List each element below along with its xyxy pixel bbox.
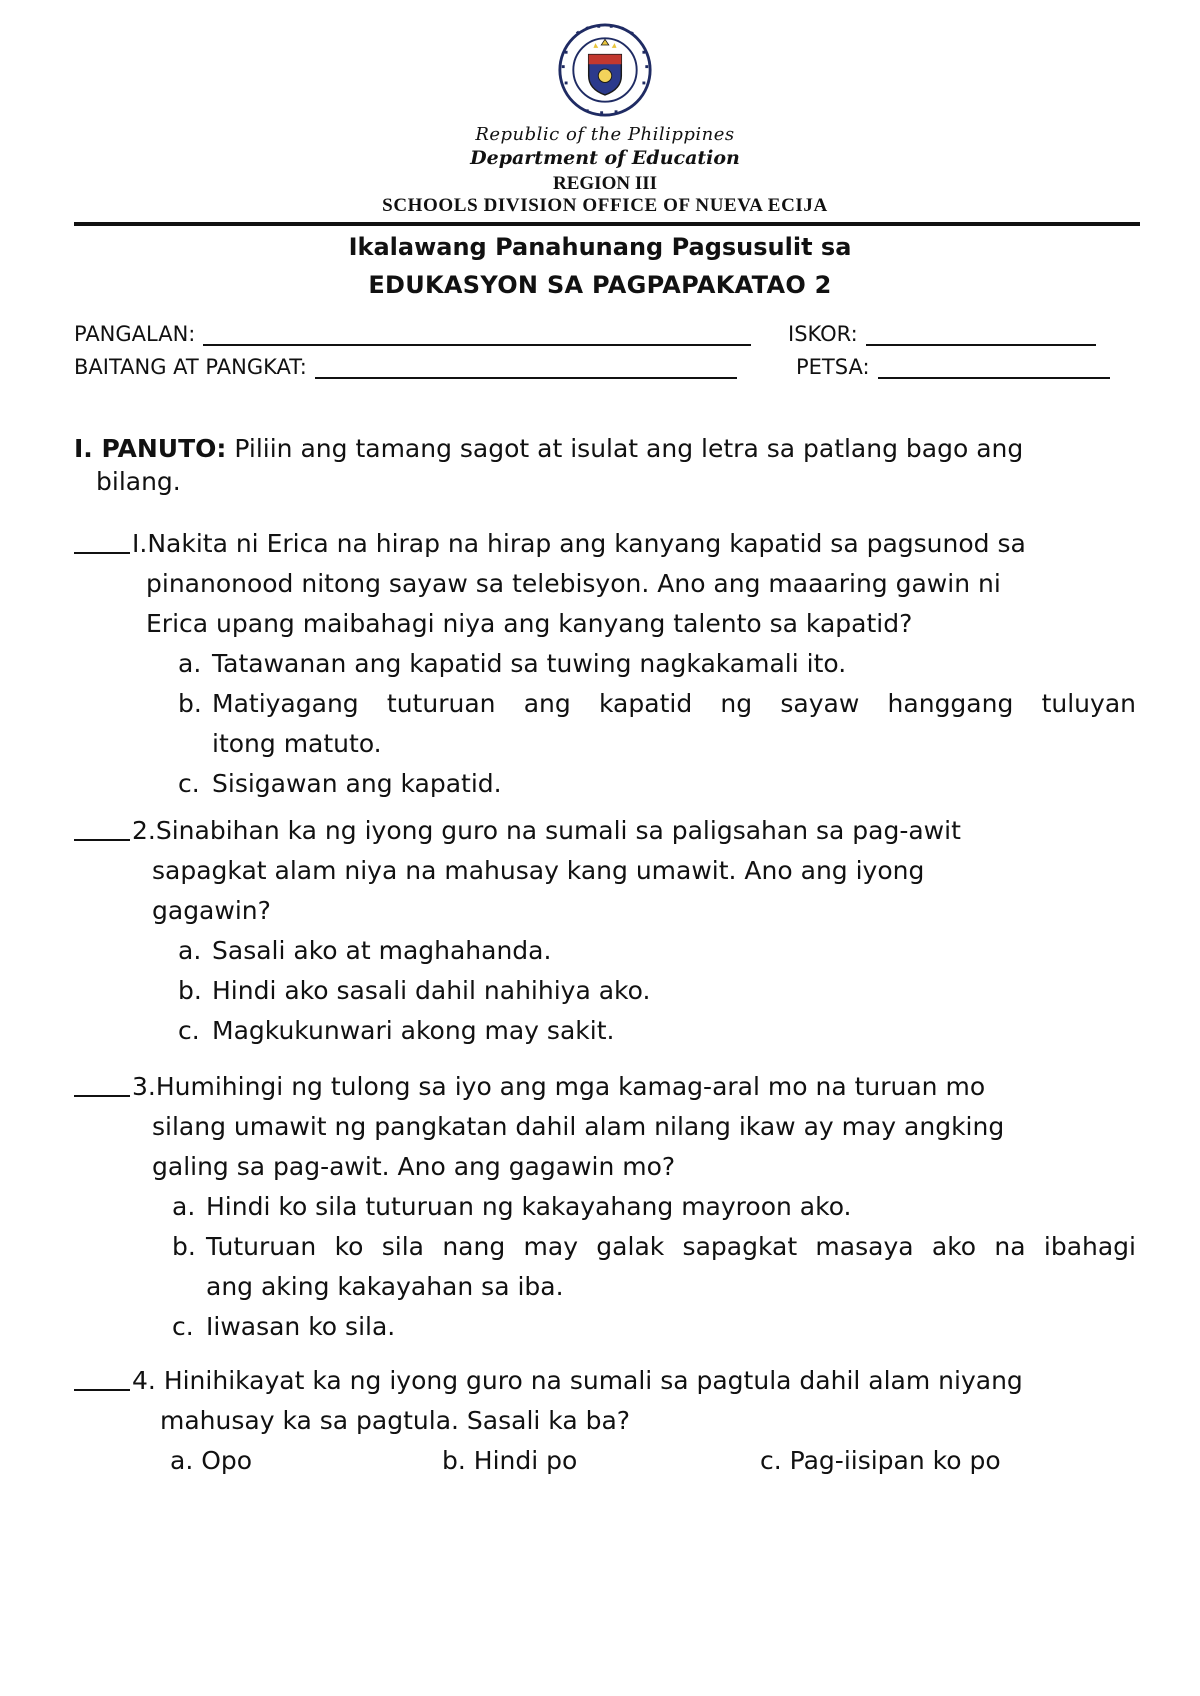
choice-text: ang aking kakayahan sa iba. (206, 1272, 564, 1301)
choice-text: Sasali ako at maghahanda. (212, 936, 552, 965)
answer-blank-2[interactable] (74, 811, 130, 841)
instructions (74, 429, 1023, 469)
choice-letter: a. (172, 1192, 196, 1221)
exam-subject: EDUKASYON SA PAGPAPAKATAO 2 (368, 271, 832, 299)
question-text: gagawin? (152, 896, 271, 925)
choice-text: Pag-iisipan ko po (789, 1446, 1001, 1475)
question-number: I. (132, 529, 148, 558)
question-text: Nakita ni Erica na hirap na hirap ang kanyang kapatid sa pagsunod sa (147, 529, 1026, 558)
header-division: SCHOOLS DIVISION OFFICE OF NUEVA ECIJA (382, 195, 828, 216)
choice-text: Magkukunwari akong may sakit. (212, 1016, 615, 1045)
question-text: galing sa pag-awit. Ano ang gagawin mo? (152, 1152, 676, 1181)
choice-letter: a. (170, 1446, 194, 1475)
date-field (796, 355, 1110, 379)
grade-section-label: BAITANG AT PANGKAT: (74, 355, 307, 379)
choice-text: Matiyagang tuturuan ang kapatid ng sayaw hanggang tuluyan (212, 689, 1136, 718)
choice-letter: a. (178, 649, 202, 678)
choice-a (170, 1441, 252, 1481)
grade-section-blank[interactable] (315, 357, 737, 379)
question-text: Humihingi ng tulong sa iyo ang mga kamag-aral mo na turuan mo (155, 1072, 986, 1101)
question-number: 2. (132, 816, 156, 845)
choice-text: Hindi ako sasali dahil nahihiya ako. (212, 976, 651, 1005)
question-text: mahusay ka sa pagtula. Sasali ka ba? (160, 1406, 631, 1435)
header-department: Department of Education (470, 147, 740, 169)
choice-letter: c. (178, 769, 200, 798)
choice-letter: c. (172, 1312, 194, 1341)
date-blank[interactable] (878, 357, 1110, 379)
score-field (788, 322, 1096, 346)
score-blank[interactable] (866, 324, 1096, 346)
answer-blank-3[interactable] (74, 1067, 130, 1097)
score-label: ISKOR: (788, 322, 858, 346)
question-text: sapagkat alam niya na mahusay kang umawit. Ano ang iyong (152, 856, 925, 885)
choice-text: Hindi ko sila tuturuan ng kakayahang mayroon ako. (206, 1192, 852, 1221)
choice-text: Tuturuan ko sila nang may galak sapagkat masaya ako na ibahagi (206, 1232, 1136, 1261)
instructions-text-cont: bilang. (96, 467, 181, 496)
choice-c (760, 1441, 1001, 1481)
name-field (74, 322, 751, 346)
choice-letter: b. (442, 1446, 466, 1475)
choice-text: Tatawanan ang kapatid sa tuwing nagkakamali ito. (212, 649, 847, 678)
question-text: Hinihikayat ka ng iyong guro na sumali sa pagtula dahil alam niyang (163, 1366, 1023, 1395)
choice-text: itong matuto. (212, 729, 382, 758)
name-label: PANGALAN: (74, 322, 196, 346)
question-text: Sinabihan ka ng iyong guro na sumali sa paligsahan sa pag-awit (155, 816, 961, 845)
question-1 (74, 524, 1026, 564)
choice-text: Hindi po (473, 1446, 578, 1475)
question-2 (74, 811, 961, 851)
choice-letter: b. (178, 689, 202, 718)
name-blank[interactable] (203, 324, 751, 346)
choice-text: Opo (201, 1446, 253, 1475)
instructions-label: I. PANUTO: (74, 434, 227, 463)
question-text: pinanonood nitong sayaw sa telebisyon. Ano ang maaaring gawin ni (146, 569, 1001, 598)
answer-blank-4[interactable] (74, 1361, 130, 1391)
question-3 (74, 1067, 985, 1107)
choice-letter: c. (760, 1446, 782, 1475)
exam-title: Ikalawang Panahunang Pagsusulit sa (348, 233, 852, 261)
header-divider (74, 222, 1140, 226)
choice-letter: a. (178, 936, 202, 965)
grade-section-field (74, 355, 737, 379)
choice-letter: c. (178, 1016, 200, 1045)
header-republic: Republic of the Philippines (475, 124, 735, 145)
choice-letter: b. (172, 1232, 196, 1261)
question-text: Erica upang maibahagi niya ang kanyang talento sa kapatid? (146, 609, 913, 638)
question-4 (74, 1361, 1023, 1401)
choice-text: Iiwasan ko sila. (206, 1312, 396, 1341)
question-text: silang umawit ng pangkatan dahil alam nilang ikaw ay may angking (152, 1112, 1005, 1141)
deped-seal-logo (557, 22, 653, 118)
date-label: PETSA: (796, 355, 870, 379)
header-region: REGION III (553, 173, 657, 194)
question-number: 3. (132, 1072, 156, 1101)
choice-b (442, 1441, 577, 1481)
instructions-text: Piliin ang tamang sagot at isulat ang letra sa patlang bago ang (234, 434, 1024, 463)
question-number: 4. (132, 1366, 156, 1395)
answer-blank-1[interactable] (74, 524, 130, 554)
choice-letter: b. (178, 976, 202, 1005)
choice-text: Sisigawan ang kapatid. (212, 769, 502, 798)
